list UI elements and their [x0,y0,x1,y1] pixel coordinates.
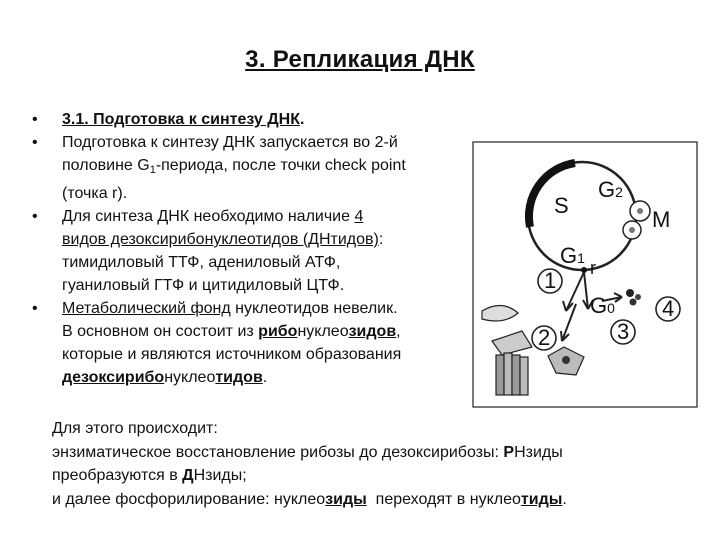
cell-cycle-diagram [472,141,698,408]
label-2: 2 [538,325,551,350]
cell-cycle-figure [472,141,698,408]
bullet-list [32,108,472,389]
label-4: 4 [662,296,675,321]
label-m: M [652,207,671,232]
label-g0: G0 [590,293,615,318]
fragment [635,294,641,300]
label-1: 1 [544,268,557,293]
label-g1: G1 [560,243,585,268]
bottom-text: Для этого происходит: энзиматическое восстановление рибозы до дезоксирибозы: РНзиды преобразуются в ДНзиды; и далее фосфорилирование: нуклеозиды переходят в нуклеотиды. [52,420,567,508]
label-r: r [590,258,596,278]
label-s: S [554,193,569,218]
bullet-3: • Для синтеза ДНК необходимо наличие 4 видов дезоксирибонуклеотидов (ДНтидов): тимидиловый ТТФ, адениловый АТФ, гуаниловый ГТФ и цитидиловый ЦТФ. [32,205,472,297]
fragment [630,299,637,306]
m-cell-upper-nucleus [637,208,643,214]
label-3: 3 [617,319,630,344]
section-heading: 3.1. Подготовка к синтезу ДНК [62,111,300,128]
bullet-4: • Метаболический фонд нуклеотидов невелик. В основном он состоит из рибонуклеозидов, которые и являются источником образования дезоксирибонуклеотидов. [32,297,472,389]
cell-sketch-3-nucleus [562,356,570,364]
label-g2: G2 [598,177,623,202]
bullet-1: • 3.1. Подготовка к синтезу ДНК. [32,108,472,131]
m-cell-lower-nucleus [629,227,635,233]
fragment [626,289,634,297]
cell-columns [496,353,528,395]
page-title: 3. Репликация ДНК [245,46,475,73]
bullet-2: • Подготовка к синтезу ДНК запускается во 2-й половине $G_1$-периода, после точки check point (точка r). [32,131,472,205]
